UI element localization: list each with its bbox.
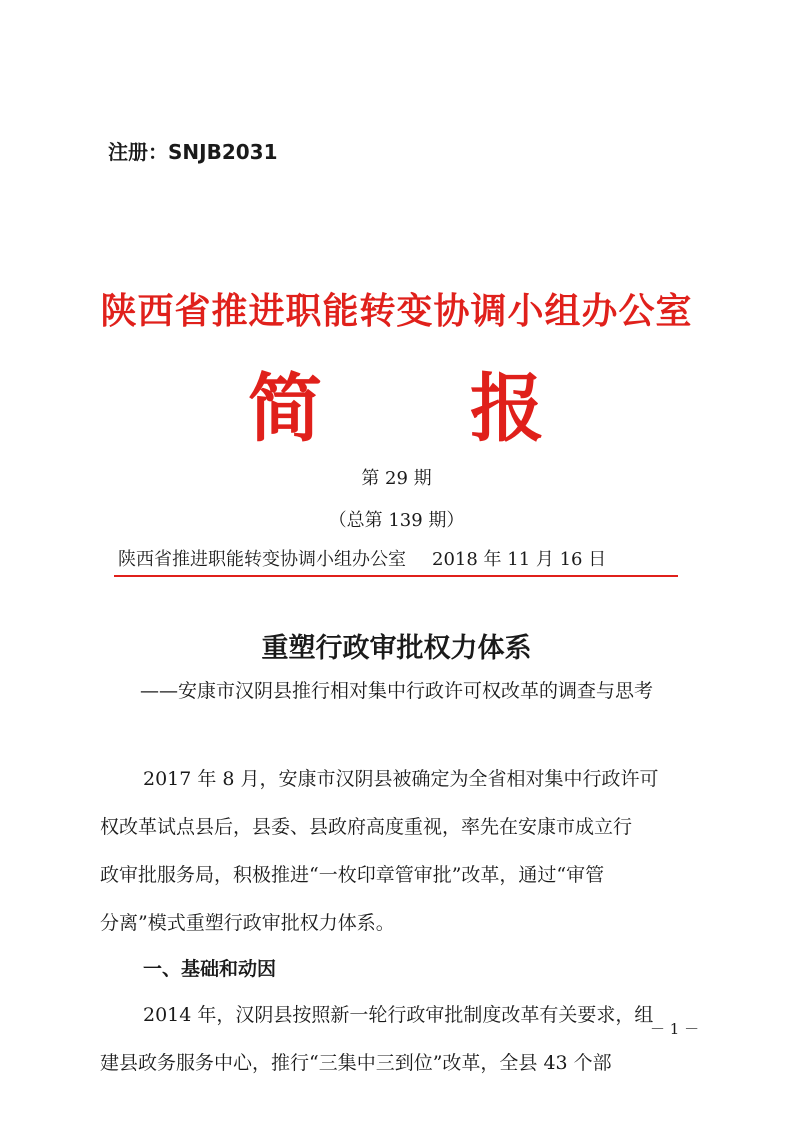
- body-line: 政审批服务局，积极推进“一枚印章管审批”改革，通过“审管: [100, 864, 605, 886]
- article-subtitle: ——安康市汉阴县推行相对集中行政许可权改革的调查与思考: [139, 680, 653, 702]
- issue-number: 第 29 期: [361, 468, 432, 489]
- publication-line: [118, 545, 606, 571]
- registration-number: 注册：SNJB2031: [108, 140, 278, 164]
- body-line: 2017 年 8 月，安康市汉阴县被确定为全省相对集中行政许可: [143, 768, 659, 790]
- total-issue-number: （总第 139 期）: [328, 510, 465, 531]
- red-divider-rule: [114, 575, 678, 577]
- section-heading: 一、基础和动因: [143, 958, 277, 980]
- publication-date: 2018 年 11 月 16 日: [432, 549, 607, 570]
- publisher: 陕西省推进职能转变协调小组办公室: [118, 549, 406, 570]
- article-title: 重塑行政审批权力体系: [261, 633, 532, 664]
- brief-title-char-1: 简: [248, 366, 322, 452]
- body-line: 2014 年，汉阴县按照新一轮行政审批制度改革有关要求，组: [143, 1004, 654, 1026]
- body-line: 建县政务服务中心，推行“三集中三到位”改革，全县 43 个部: [100, 1052, 612, 1074]
- page-number: － 1 －: [650, 1020, 700, 1038]
- issuing-office-title: 陕西省推进职能转变协调小组办公室: [100, 291, 693, 332]
- body-line: 分离”模式重塑行政审批权力体系。: [100, 912, 395, 934]
- body-line: 权改革试点县后，县委、县政府高度重视，率先在安康市成立行: [100, 816, 633, 838]
- brief-title-char-2: 报: [470, 366, 544, 452]
